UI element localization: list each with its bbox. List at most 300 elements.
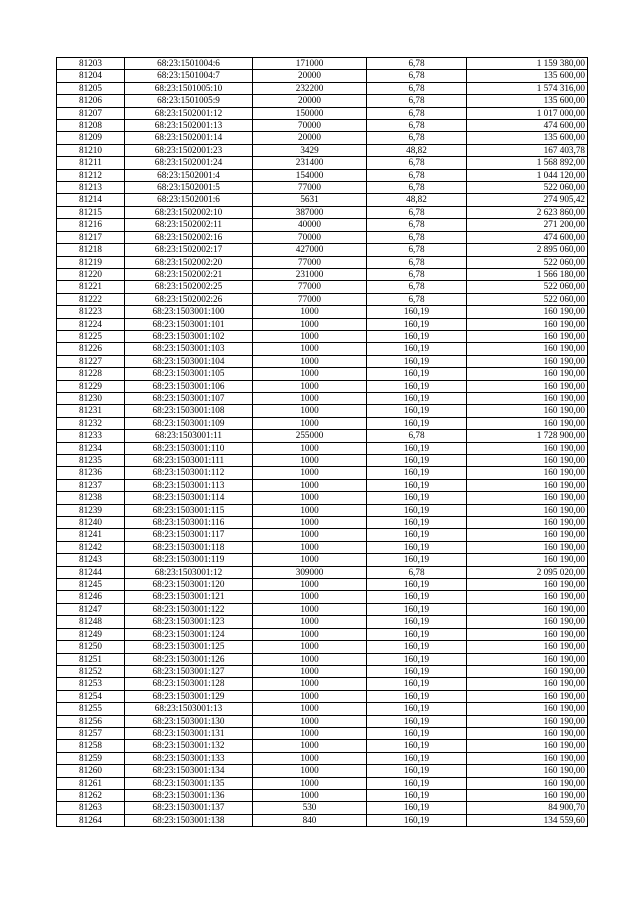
- value-cell: 160 190,00: [467, 579, 588, 591]
- row-number-cell: 81250: [57, 641, 125, 653]
- row-number-cell: 81209: [57, 132, 125, 144]
- value-cell: 160 190,00: [467, 492, 588, 504]
- value-cell: 84 900,70: [467, 802, 588, 814]
- area-cell: 1000: [253, 306, 367, 318]
- area-cell: 1000: [253, 355, 367, 367]
- cadastral-number-cell: 68:23:1503001:102: [125, 330, 253, 342]
- table-row: [57, 95, 588, 107]
- cadastral-number-cell: 68:23:1502001:23: [125, 144, 253, 156]
- row-number-cell: 81258: [57, 740, 125, 752]
- rate-cell: 160,19: [367, 740, 467, 752]
- table-row: [57, 355, 588, 367]
- table-row: [57, 641, 588, 653]
- area-cell: 1000: [253, 504, 367, 516]
- cadastral-number-cell: 68:23:1501004:7: [125, 70, 253, 82]
- cadastral-number-cell: 68:23:1501004:6: [125, 58, 253, 70]
- table-row: [57, 777, 588, 789]
- area-cell: 3429: [253, 144, 367, 156]
- cadastral-number-cell: 68:23:1503001:108: [125, 405, 253, 417]
- area-cell: 1000: [253, 554, 367, 566]
- value-cell: 160 190,00: [467, 479, 588, 491]
- cadastral-number-cell: 68:23:1503001:132: [125, 740, 253, 752]
- rate-cell: 160,19: [367, 541, 467, 553]
- land-parcel-table: [56, 57, 588, 827]
- rate-cell: 160,19: [367, 554, 467, 566]
- table-row: [57, 132, 588, 144]
- value-cell: 2 095 020,00: [467, 566, 588, 578]
- row-number-cell: 81226: [57, 343, 125, 355]
- rate-cell: 160,19: [367, 529, 467, 541]
- row-number-cell: 81214: [57, 194, 125, 206]
- rate-cell: 6,78: [367, 231, 467, 243]
- rate-cell: 160,19: [367, 417, 467, 429]
- rate-cell: 6,78: [367, 566, 467, 578]
- row-number-cell: 81239: [57, 504, 125, 516]
- value-cell: 160 190,00: [467, 529, 588, 541]
- area-cell: 1000: [253, 417, 367, 429]
- area-cell: 1000: [253, 343, 367, 355]
- area-cell: 1000: [253, 492, 367, 504]
- table-body: [57, 58, 588, 827]
- value-cell: 160 190,00: [467, 455, 588, 467]
- area-cell: 840: [253, 814, 367, 826]
- cadastral-number-cell: 68:23:1502002:17: [125, 244, 253, 256]
- area-cell: 231400: [253, 157, 367, 169]
- value-cell: 160 190,00: [467, 355, 588, 367]
- table-row: [57, 467, 588, 479]
- table-row: [57, 479, 588, 491]
- row-number-cell: 81263: [57, 802, 125, 814]
- row-number-cell: 81231: [57, 405, 125, 417]
- cadastral-number-cell: 68:23:1503001:117: [125, 529, 253, 541]
- area-cell: 1000: [253, 591, 367, 603]
- row-number-cell: 81236: [57, 467, 125, 479]
- rate-cell: 160,19: [367, 715, 467, 727]
- rate-cell: 6,78: [367, 82, 467, 94]
- row-number-cell: 81240: [57, 517, 125, 529]
- table-row: [57, 690, 588, 702]
- cadastral-number-cell: 68:23:1502002:11: [125, 219, 253, 231]
- area-cell: 77000: [253, 256, 367, 268]
- cadastral-number-cell: 68:23:1502001:14: [125, 132, 253, 144]
- rate-cell: 160,19: [367, 616, 467, 628]
- value-cell: 160 190,00: [467, 653, 588, 665]
- row-number-cell: 81234: [57, 442, 125, 454]
- area-cell: 5631: [253, 194, 367, 206]
- table-row: [57, 566, 588, 578]
- cadastral-number-cell: 68:23:1503001:129: [125, 690, 253, 702]
- table-row: [57, 603, 588, 615]
- rate-cell: 160,19: [367, 752, 467, 764]
- row-number-cell: 81206: [57, 95, 125, 107]
- cadastral-number-cell: 68:23:1502001:12: [125, 107, 253, 119]
- area-cell: 154000: [253, 169, 367, 181]
- rate-cell: 48,82: [367, 144, 467, 156]
- cadastral-number-cell: 68:23:1503001:125: [125, 641, 253, 653]
- row-number-cell: 81256: [57, 715, 125, 727]
- row-number-cell: 81251: [57, 653, 125, 665]
- area-cell: 1000: [253, 703, 367, 715]
- table-row: [57, 368, 588, 380]
- area-cell: 1000: [253, 467, 367, 479]
- row-number-cell: 81249: [57, 628, 125, 640]
- table-row: [57, 219, 588, 231]
- table-row: [57, 405, 588, 417]
- value-cell: 160 190,00: [467, 641, 588, 653]
- table-row: [57, 343, 588, 355]
- rate-cell: 160,19: [367, 467, 467, 479]
- row-number-cell: 81211: [57, 157, 125, 169]
- table-row: [57, 715, 588, 727]
- value-cell: 167 403,78: [467, 144, 588, 156]
- value-cell: 160 190,00: [467, 330, 588, 342]
- value-cell: 160 190,00: [467, 616, 588, 628]
- area-cell: 1000: [253, 678, 367, 690]
- rate-cell: 6,78: [367, 430, 467, 442]
- table-row: [57, 591, 588, 603]
- rate-cell: 6,78: [367, 182, 467, 194]
- cadastral-number-cell: 68:23:1502002:10: [125, 206, 253, 218]
- row-number-cell: 81238: [57, 492, 125, 504]
- cadastral-number-cell: 68:23:1502001:24: [125, 157, 253, 169]
- area-cell: 231000: [253, 268, 367, 280]
- area-cell: 77000: [253, 281, 367, 293]
- row-number-cell: 81233: [57, 430, 125, 442]
- table-row: [57, 678, 588, 690]
- table-row: [57, 814, 588, 826]
- cadastral-number-cell: 68:23:1503001:109: [125, 417, 253, 429]
- rate-cell: 160,19: [367, 504, 467, 516]
- table-row: [57, 157, 588, 169]
- rate-cell: 160,19: [367, 355, 467, 367]
- row-number-cell: 81221: [57, 281, 125, 293]
- cadastral-number-cell: 68:23:1503001:106: [125, 380, 253, 392]
- value-cell: 160 190,00: [467, 789, 588, 801]
- cadastral-number-cell: 68:23:1503001:131: [125, 727, 253, 739]
- value-cell: 160 190,00: [467, 517, 588, 529]
- cadastral-number-cell: 68:23:1503001:134: [125, 765, 253, 777]
- row-number-cell: 81260: [57, 765, 125, 777]
- table-row: [57, 231, 588, 243]
- table-row: [57, 802, 588, 814]
- row-number-cell: 81255: [57, 703, 125, 715]
- rate-cell: 6,78: [367, 268, 467, 280]
- cadastral-number-cell: 68:23:1503001:118: [125, 541, 253, 553]
- area-cell: 20000: [253, 132, 367, 144]
- table-row: [57, 256, 588, 268]
- row-number-cell: 81212: [57, 169, 125, 181]
- row-number-cell: 81227: [57, 355, 125, 367]
- table-row: [57, 182, 588, 194]
- area-cell: 255000: [253, 430, 367, 442]
- rate-cell: 160,19: [367, 306, 467, 318]
- rate-cell: 6,78: [367, 157, 467, 169]
- cadastral-number-cell: 68:23:1503001:105: [125, 368, 253, 380]
- rate-cell: 160,19: [367, 628, 467, 640]
- cadastral-number-cell: 68:23:1502002:25: [125, 281, 253, 293]
- area-cell: 171000: [253, 58, 367, 70]
- cadastral-number-cell: 68:23:1503001:116: [125, 517, 253, 529]
- value-cell: 160 190,00: [467, 752, 588, 764]
- value-cell: 2 895 060,00: [467, 244, 588, 256]
- rate-cell: 160,19: [367, 455, 467, 467]
- row-number-cell: 81225: [57, 330, 125, 342]
- value-cell: 1 566 180,00: [467, 268, 588, 280]
- area-cell: 1000: [253, 765, 367, 777]
- table-row: [57, 740, 588, 752]
- cadastral-number-cell: 68:23:1503001:113: [125, 479, 253, 491]
- table-row: [57, 430, 588, 442]
- cadastral-number-cell: 68:23:1503001:111: [125, 455, 253, 467]
- table-row: [57, 628, 588, 640]
- row-number-cell: 81224: [57, 318, 125, 330]
- value-cell: 160 190,00: [467, 715, 588, 727]
- row-number-cell: 81229: [57, 380, 125, 392]
- row-number-cell: 81246: [57, 591, 125, 603]
- value-cell: 160 190,00: [467, 368, 588, 380]
- rate-cell: 48,82: [367, 194, 467, 206]
- rate-cell: 160,19: [367, 653, 467, 665]
- rate-cell: 6,78: [367, 95, 467, 107]
- rate-cell: 160,19: [367, 343, 467, 355]
- value-cell: 1 044 120,00: [467, 169, 588, 181]
- cadastral-number-cell: 68:23:1502002:26: [125, 293, 253, 305]
- area-cell: 1000: [253, 541, 367, 553]
- area-cell: 1000: [253, 665, 367, 677]
- row-number-cell: 81253: [57, 678, 125, 690]
- cadastral-number-cell: 68:23:1503001:121: [125, 591, 253, 603]
- row-number-cell: 81237: [57, 479, 125, 491]
- rate-cell: 6,78: [367, 293, 467, 305]
- cadastral-number-cell: 68:23:1503001:138: [125, 814, 253, 826]
- table-row: [57, 665, 588, 677]
- cadastral-number-cell: 68:23:1503001:112: [125, 467, 253, 479]
- row-number-cell: 81210: [57, 144, 125, 156]
- value-cell: 271 200,00: [467, 219, 588, 231]
- rate-cell: 160,19: [367, 492, 467, 504]
- area-cell: 232200: [253, 82, 367, 94]
- value-cell: 522 060,00: [467, 281, 588, 293]
- value-cell: 474 600,00: [467, 120, 588, 132]
- rate-cell: 160,19: [367, 789, 467, 801]
- value-cell: 1 017 000,00: [467, 107, 588, 119]
- cadastral-number-cell: 68:23:1503001:128: [125, 678, 253, 690]
- area-cell: 309000: [253, 566, 367, 578]
- table-row: [57, 318, 588, 330]
- table-row: [57, 653, 588, 665]
- value-cell: 160 190,00: [467, 343, 588, 355]
- table-row: [57, 529, 588, 541]
- cadastral-number-cell: 68:23:1502001:5: [125, 182, 253, 194]
- rate-cell: 160,19: [367, 318, 467, 330]
- row-number-cell: 81248: [57, 616, 125, 628]
- rate-cell: 6,78: [367, 58, 467, 70]
- cadastral-number-cell: 68:23:1502001:13: [125, 120, 253, 132]
- area-cell: 1000: [253, 405, 367, 417]
- rate-cell: 6,78: [367, 70, 467, 82]
- cadastral-number-cell: 68:23:1503001:136: [125, 789, 253, 801]
- rate-cell: 160,19: [367, 777, 467, 789]
- table-row: [57, 765, 588, 777]
- row-number-cell: 81203: [57, 58, 125, 70]
- cadastral-number-cell: 68:23:1503001:114: [125, 492, 253, 504]
- rate-cell: 160,19: [367, 479, 467, 491]
- value-cell: 135 600,00: [467, 132, 588, 144]
- rate-cell: 160,19: [367, 442, 467, 454]
- cadastral-number-cell: 68:23:1503001:107: [125, 392, 253, 404]
- value-cell: 160 190,00: [467, 442, 588, 454]
- value-cell: 2 623 860,00: [467, 206, 588, 218]
- row-number-cell: 81244: [57, 566, 125, 578]
- rate-cell: 6,78: [367, 244, 467, 256]
- table-row: [57, 107, 588, 119]
- rate-cell: 6,78: [367, 281, 467, 293]
- table-row: [57, 306, 588, 318]
- rate-cell: 160,19: [367, 665, 467, 677]
- cadastral-number-cell: 68:23:1503001:130: [125, 715, 253, 727]
- row-number-cell: 81220: [57, 268, 125, 280]
- value-cell: 1 574 316,00: [467, 82, 588, 94]
- cadastral-number-cell: 68:23:1503001:101: [125, 318, 253, 330]
- table-row: [57, 120, 588, 132]
- row-number-cell: 81232: [57, 417, 125, 429]
- row-number-cell: 81207: [57, 107, 125, 119]
- area-cell: 1000: [253, 740, 367, 752]
- row-number-cell: 81243: [57, 554, 125, 566]
- table-row: [57, 579, 588, 591]
- area-cell: 1000: [253, 603, 367, 615]
- value-cell: 134 559,60: [467, 814, 588, 826]
- rate-cell: 160,19: [367, 368, 467, 380]
- rate-cell: 160,19: [367, 678, 467, 690]
- row-number-cell: 81264: [57, 814, 125, 826]
- row-number-cell: 81205: [57, 82, 125, 94]
- cadastral-number-cell: 68:23:1502002:20: [125, 256, 253, 268]
- value-cell: 474 600,00: [467, 231, 588, 243]
- area-cell: 70000: [253, 231, 367, 243]
- cadastral-number-cell: 68:23:1503001:137: [125, 802, 253, 814]
- table-row: [57, 330, 588, 342]
- value-cell: 160 190,00: [467, 703, 588, 715]
- row-number-cell: 81222: [57, 293, 125, 305]
- area-cell: 77000: [253, 293, 367, 305]
- value-cell: 160 190,00: [467, 628, 588, 640]
- row-number-cell: 81245: [57, 579, 125, 591]
- cadastral-number-cell: 68:23:1502002:21: [125, 268, 253, 280]
- table-row: [57, 392, 588, 404]
- row-number-cell: 81217: [57, 231, 125, 243]
- row-number-cell: 81218: [57, 244, 125, 256]
- cadastral-number-cell: 68:23:1503001:133: [125, 752, 253, 764]
- value-cell: 160 190,00: [467, 541, 588, 553]
- row-number-cell: 81223: [57, 306, 125, 318]
- value-cell: 160 190,00: [467, 727, 588, 739]
- cadastral-number-cell: 68:23:1502002:16: [125, 231, 253, 243]
- cadastral-number-cell: 68:23:1503001:124: [125, 628, 253, 640]
- area-cell: 427000: [253, 244, 367, 256]
- cadastral-number-cell: 68:23:1502001:6: [125, 194, 253, 206]
- rate-cell: 160,19: [367, 641, 467, 653]
- value-cell: 1 159 380,00: [467, 58, 588, 70]
- area-cell: 1000: [253, 752, 367, 764]
- area-cell: 1000: [253, 368, 367, 380]
- table-row: [57, 492, 588, 504]
- row-number-cell: 81247: [57, 603, 125, 615]
- value-cell: 522 060,00: [467, 256, 588, 268]
- table-row: [57, 58, 588, 70]
- rate-cell: 160,19: [367, 802, 467, 814]
- row-number-cell: 81228: [57, 368, 125, 380]
- value-cell: 522 060,00: [467, 182, 588, 194]
- table-row: [57, 144, 588, 156]
- rate-cell: 160,19: [367, 330, 467, 342]
- rate-cell: 6,78: [367, 256, 467, 268]
- rate-cell: 6,78: [367, 219, 467, 231]
- row-number-cell: 81261: [57, 777, 125, 789]
- rate-cell: 160,19: [367, 579, 467, 591]
- area-cell: 1000: [253, 777, 367, 789]
- row-number-cell: 81219: [57, 256, 125, 268]
- row-number-cell: 81235: [57, 455, 125, 467]
- area-cell: 1000: [253, 641, 367, 653]
- value-cell: 160 190,00: [467, 665, 588, 677]
- value-cell: 160 190,00: [467, 417, 588, 429]
- value-cell: 160 190,00: [467, 765, 588, 777]
- table-row: [57, 789, 588, 801]
- row-number-cell: 81230: [57, 392, 125, 404]
- row-number-cell: 81204: [57, 70, 125, 82]
- table-row: [57, 169, 588, 181]
- area-cell: 1000: [253, 392, 367, 404]
- value-cell: 160 190,00: [467, 603, 588, 615]
- value-cell: 160 190,00: [467, 467, 588, 479]
- table-row: [57, 380, 588, 392]
- cadastral-number-cell: 68:23:1503001:123: [125, 616, 253, 628]
- table-row: [57, 206, 588, 218]
- table-row: [57, 417, 588, 429]
- rate-cell: 160,19: [367, 727, 467, 739]
- table-row: [57, 504, 588, 516]
- value-cell: 160 190,00: [467, 318, 588, 330]
- rate-cell: 160,19: [367, 392, 467, 404]
- rate-cell: 160,19: [367, 405, 467, 417]
- area-cell: 1000: [253, 727, 367, 739]
- area-cell: 387000: [253, 206, 367, 218]
- table-row: [57, 541, 588, 553]
- area-cell: 1000: [253, 529, 367, 541]
- value-cell: 160 190,00: [467, 380, 588, 392]
- cadastral-number-cell: 68:23:1503001:115: [125, 504, 253, 516]
- rate-cell: 160,19: [367, 703, 467, 715]
- cadastral-number-cell: 68:23:1503001:120: [125, 579, 253, 591]
- value-cell: 135 600,00: [467, 70, 588, 82]
- row-number-cell: 81259: [57, 752, 125, 764]
- rate-cell: 160,19: [367, 603, 467, 615]
- area-cell: 1000: [253, 517, 367, 529]
- table-row: [57, 281, 588, 293]
- area-cell: 1000: [253, 579, 367, 591]
- cadastral-number-cell: 68:23:1503001:135: [125, 777, 253, 789]
- row-number-cell: 81252: [57, 665, 125, 677]
- rate-cell: 6,78: [367, 107, 467, 119]
- table-row: [57, 268, 588, 280]
- cadastral-number-cell: 68:23:1503001:119: [125, 554, 253, 566]
- value-cell: 160 190,00: [467, 306, 588, 318]
- table-row: [57, 70, 588, 82]
- area-cell: 77000: [253, 182, 367, 194]
- value-cell: 160 190,00: [467, 392, 588, 404]
- rate-cell: 6,78: [367, 169, 467, 181]
